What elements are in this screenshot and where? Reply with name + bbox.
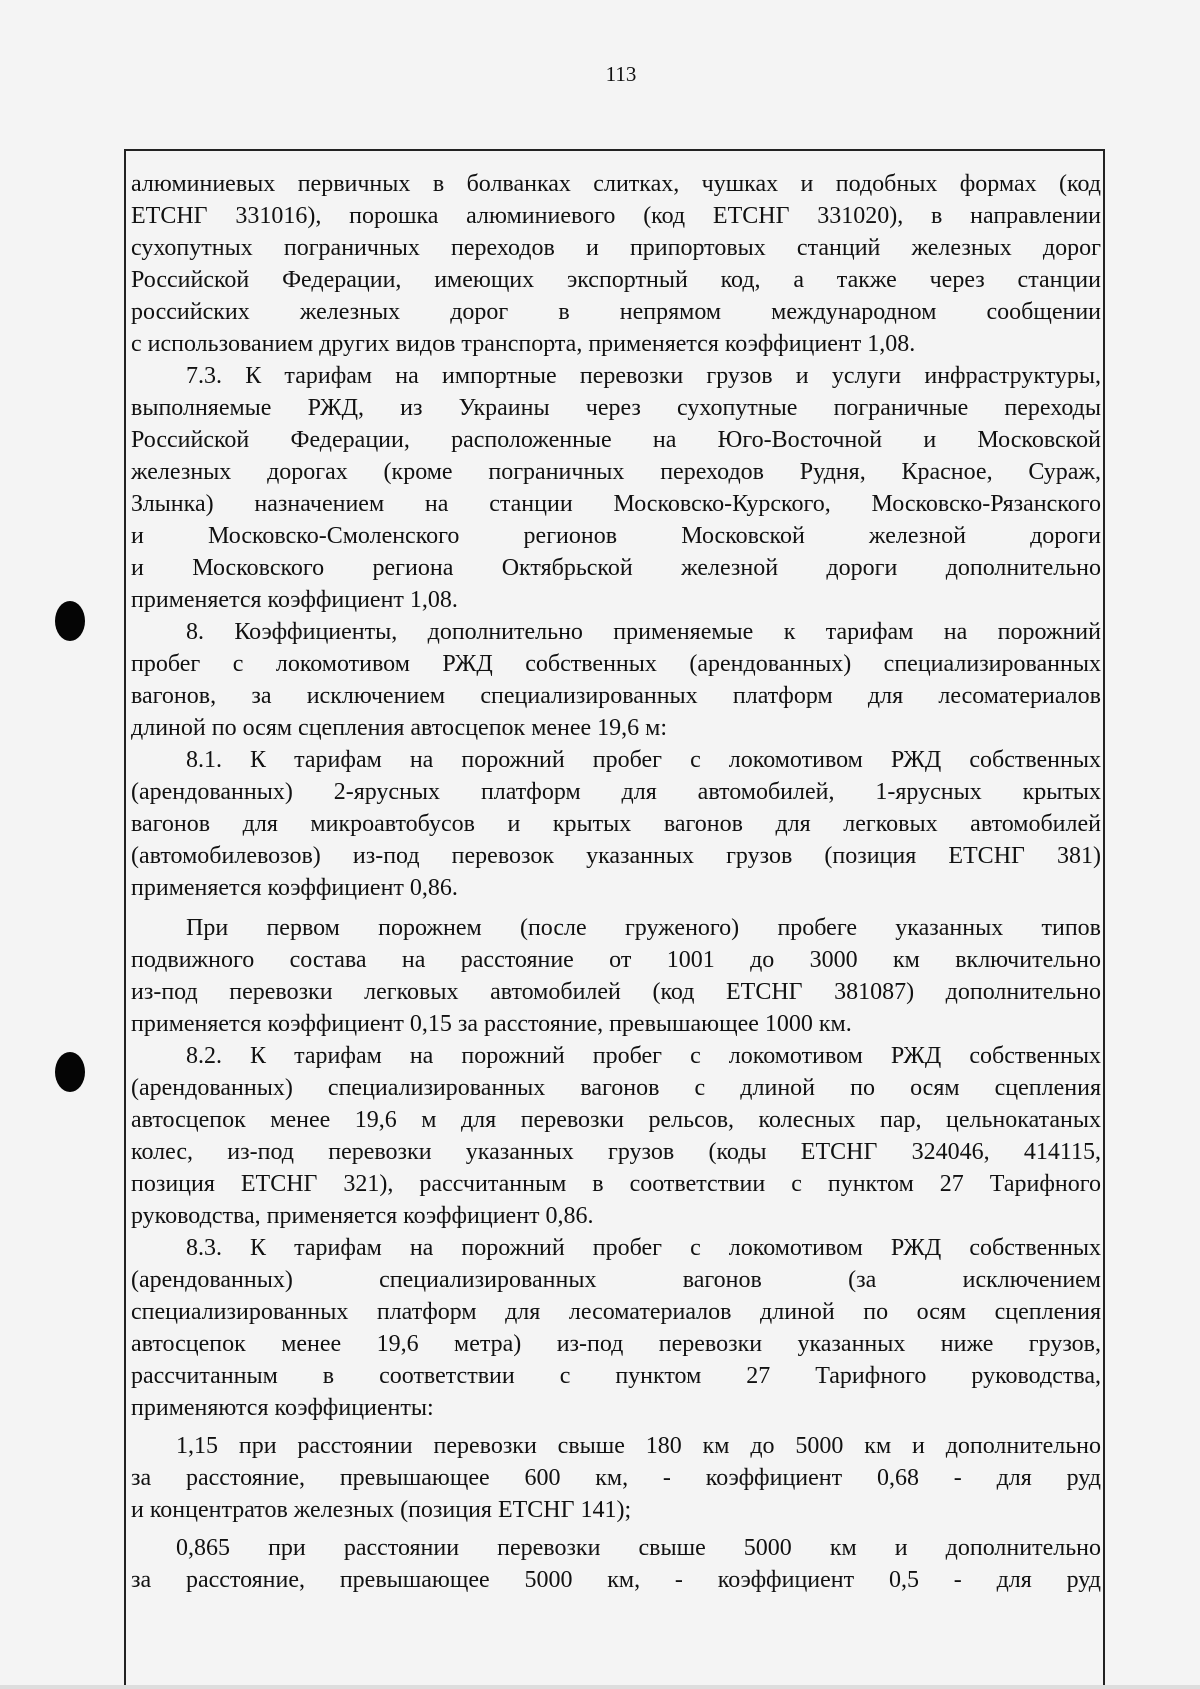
text-line: вагонов, за исключением специализированных платформ для лесоматериалов bbox=[131, 683, 1101, 709]
text-line: автосцепок менее 19,6 метра) из-под перевозки указанных ниже грузов, bbox=[131, 1331, 1101, 1357]
text-line: применяются коэффициенты: bbox=[131, 1395, 434, 1421]
text-line: Российской Федерации, имеющих экспортный код, а также через станции bbox=[131, 267, 1101, 293]
text-line: автосцепок менее 19,6 м для перевозки рельсов, колесных пар, цельнокатаных bbox=[131, 1107, 1101, 1133]
paragraph-continued bbox=[131, 168, 1101, 360]
text-line: (автомобилевозов) из-под перевозок указанных грузов (позиция ЕТСНГ 381) bbox=[131, 843, 1101, 869]
text-line: выполняемые РЖД, из Украины через сухопутные пограничные переходы bbox=[131, 395, 1101, 421]
text-line: применяется коэффициент 1,08. bbox=[131, 587, 458, 613]
text-line: применяется коэффициент 0,86. bbox=[131, 875, 458, 901]
text-line: вагонов для микроавтобусов и крытых вагонов для легковых автомобилей bbox=[131, 811, 1101, 837]
text-line: применяется коэффициент 0,15 за расстояние, превышающее 1000 км. bbox=[131, 1011, 852, 1037]
text-line: (арендованных) специализированных вагонов с длиной по осям сцепления bbox=[131, 1075, 1101, 1101]
punch-hole-top bbox=[55, 601, 85, 641]
paragraph-7-3 bbox=[131, 360, 1101, 616]
paragraph-first-empty-run bbox=[131, 912, 1101, 1040]
paragraph-coefficient-1-15 bbox=[131, 1430, 1101, 1526]
text-line: 8.1. К тарифам на порожний пробег с локомотивом РЖД собственных bbox=[186, 747, 1101, 773]
text-line: пробег с локомотивом РЖД собственных (арендованных) специализированных bbox=[131, 651, 1101, 677]
paragraph-8 bbox=[131, 616, 1101, 744]
text-line: сухопутных пограничных переходов и припортовых станций железных дорог bbox=[131, 235, 1101, 261]
document-body bbox=[131, 168, 1101, 1596]
paragraph-8-1 bbox=[131, 744, 1101, 904]
paragraph-coefficient-0-865 bbox=[131, 1532, 1101, 1596]
text-line: 8.3. К тарифам на порожний пробег с локомотивом РЖД собственных bbox=[186, 1235, 1101, 1261]
paragraph-8-2 bbox=[131, 1040, 1101, 1232]
text-line: и Московско-Смоленского регионов Московской железной дороги bbox=[131, 523, 1101, 549]
text-line: и Московского региона Октябрьской железной дороги дополнительно bbox=[131, 555, 1101, 581]
page-number: 113 bbox=[605, 62, 637, 86]
text-line: 0,865 при расстоянии перевозки свыше 5000 км и дополнительно bbox=[176, 1535, 1101, 1561]
scan-edge bbox=[0, 1685, 1200, 1689]
text-line: длиной по осям сцепления автосцепок менее 19,6 м: bbox=[131, 715, 668, 741]
text-line: алюминиевых первичных в болванках слитках, чушках и подобных формах (код bbox=[131, 171, 1101, 197]
text-line: подвижного состава на расстояние от 1001 до 3000 км включительно bbox=[131, 947, 1101, 973]
text-line: за расстояние, превышающее 600 км, - коэффициент 0,68 - для руд bbox=[131, 1465, 1101, 1491]
text-line: 1,15 при расстоянии перевозки свыше 180 км до 5000 км и дополнительно bbox=[176, 1433, 1101, 1459]
text-line: за расстояние, превышающее 5000 км, - коэффициент 0,5 - для руд bbox=[131, 1567, 1101, 1593]
text-line: Злынка) назначением на станции Московско-Курского, Московско-Рязанского bbox=[131, 491, 1101, 517]
text-line: (арендованных) 2-ярусных платформ для автомобилей, 1-ярусных крытых bbox=[131, 779, 1101, 805]
text-line: колес, из-под перевозки указанных грузов (коды ЕТСНГ 324046, 414115, bbox=[131, 1139, 1101, 1165]
paragraph-8-3 bbox=[131, 1232, 1101, 1424]
text-line: (арендованных) специализированных вагонов (за исключением bbox=[131, 1267, 1101, 1293]
text-line: 7.3. К тарифам на импортные перевозки грузов и услуги инфраструктуры, bbox=[186, 363, 1101, 389]
text-line: специализированных платформ для лесоматериалов длиной по осям сцепления bbox=[131, 1299, 1101, 1325]
text-line: рассчитанным в соответствии с пунктом 27 Тарифного руководства, bbox=[131, 1363, 1101, 1389]
text-line: 8.2. К тарифам на порожний пробег с локомотивом РЖД собственных bbox=[186, 1043, 1101, 1069]
text-line: с использованием других видов транспорта, применяется коэффициент 1,08. bbox=[131, 331, 916, 357]
punch-hole-bottom bbox=[55, 1052, 85, 1092]
text-line: и концентратов железных (позиция ЕТСНГ 141); bbox=[131, 1497, 632, 1523]
text-line: 8. Коэффициенты, дополнительно применяемые к тарифам на порожний bbox=[186, 619, 1101, 645]
text-line: из-под перевозки легковых автомобилей (код ЕТСНГ 381087) дополнительно bbox=[131, 979, 1101, 1005]
text-line: железных дорогах (кроме пограничных переходов Рудня, Красное, Сураж, bbox=[131, 459, 1101, 485]
text-line: руководства, применяется коэффициент 0,86. bbox=[131, 1203, 594, 1229]
text-line: позиция ЕТСНГ 321), рассчитанным в соответствии с пунктом 27 Тарифного bbox=[131, 1171, 1101, 1197]
text-line: российских железных дорог в непрямом международном сообщении bbox=[131, 299, 1101, 325]
text-line: ЕТСНГ 331016), порошка алюминиевого (код ЕТСНГ 331020), в направлении bbox=[131, 203, 1101, 229]
text-line: Российской Федерации, расположенные на Юго-Восточной и Московской bbox=[131, 427, 1101, 453]
text-line: При первом порожнем (после груженого) пробеге указанных типов bbox=[186, 915, 1101, 941]
